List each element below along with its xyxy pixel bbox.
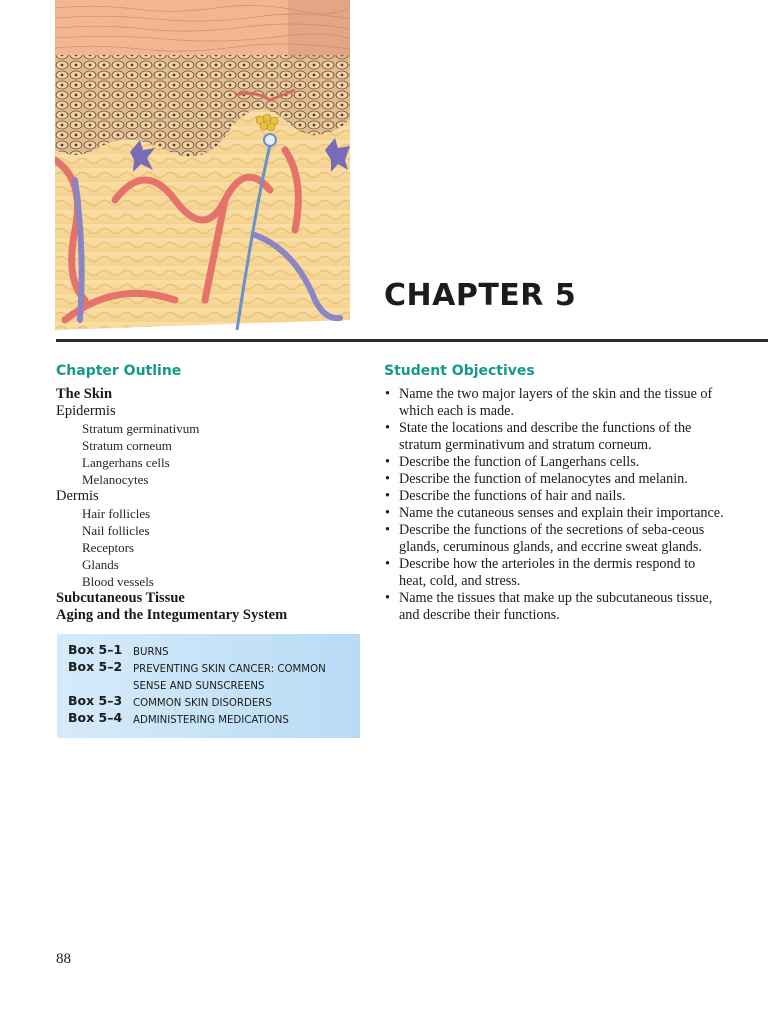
outline-item: Stratum corneum xyxy=(82,438,172,453)
chapter-outline-list xyxy=(56,386,356,624)
outline-item: Epidermis xyxy=(56,403,116,419)
box-label: Box 5–2 xyxy=(68,659,123,674)
outline-item: Melanocytes xyxy=(82,472,149,487)
chapter-title: CHAPTER 5 xyxy=(384,278,577,313)
outline-item: Langerhans cells xyxy=(82,455,170,470)
objective-item: • Describe the function of Langerhans cells. xyxy=(384,454,724,471)
outline-item: Nail follicles xyxy=(82,523,150,538)
objective-item: • Describe how the arterioles in the dermis respond to heat, cold, and stress. xyxy=(384,556,724,590)
objective-item: • State the locations and describe the functions of the stratum germinativum and stratum corneum. xyxy=(384,420,724,454)
chapter-outline-heading: Chapter Outline xyxy=(56,363,182,379)
outline-item: The Skin xyxy=(56,386,113,402)
box-title: BURNS xyxy=(133,647,169,658)
outline-item: Stratum germinativum xyxy=(82,421,200,436)
box-title: PREVENTING SKIN CANCER: COMMON SENSE AND SUNSCREENS xyxy=(133,664,326,692)
outline-item: Subcutaneous Tissue xyxy=(56,590,185,606)
outline-item: Glands xyxy=(82,557,119,572)
skin-cross-section-illustration xyxy=(55,0,350,340)
outline-item: Dermis xyxy=(56,488,99,504)
outline-item: Hair follicles xyxy=(82,506,151,521)
page-number: 88 xyxy=(56,951,71,967)
box-list-panel xyxy=(57,634,360,738)
objective-item: • Describe the functions of hair and nails. xyxy=(384,488,724,505)
title-divider xyxy=(56,339,768,342)
objective-item: • Name the cutaneous senses and explain their importance. xyxy=(384,505,724,522)
outline-item: Aging and the Integumentary System xyxy=(56,607,288,623)
objective-item: • Name the two major layers of the skin and the tissue of which each is made. xyxy=(384,386,724,420)
objective-item: • Name the tissues that make up the subcutaneous tissue, and describe their functions. xyxy=(384,590,724,624)
box-label: Box 5–4 xyxy=(68,710,123,725)
box-title: COMMON SKIN DISORDERS xyxy=(133,698,272,709)
objective-item: • Describe the functions of the secretions of seba-ceous glands, ceruminous glands, and eccrine sweat glands. xyxy=(384,522,724,556)
student-objectives-heading: Student Objectives xyxy=(384,363,535,379)
student-objectives-list xyxy=(384,386,724,624)
box-label: Box 5–3 xyxy=(68,693,123,708)
outline-item: Receptors xyxy=(82,540,134,555)
box-label: Box 5–1 xyxy=(68,642,123,657)
box-title: ADMINISTERING MEDICATIONS xyxy=(133,715,289,726)
objective-item: • Describe the function of melanocytes and melanin. xyxy=(384,471,724,488)
outline-item: Blood vessels xyxy=(82,574,154,589)
